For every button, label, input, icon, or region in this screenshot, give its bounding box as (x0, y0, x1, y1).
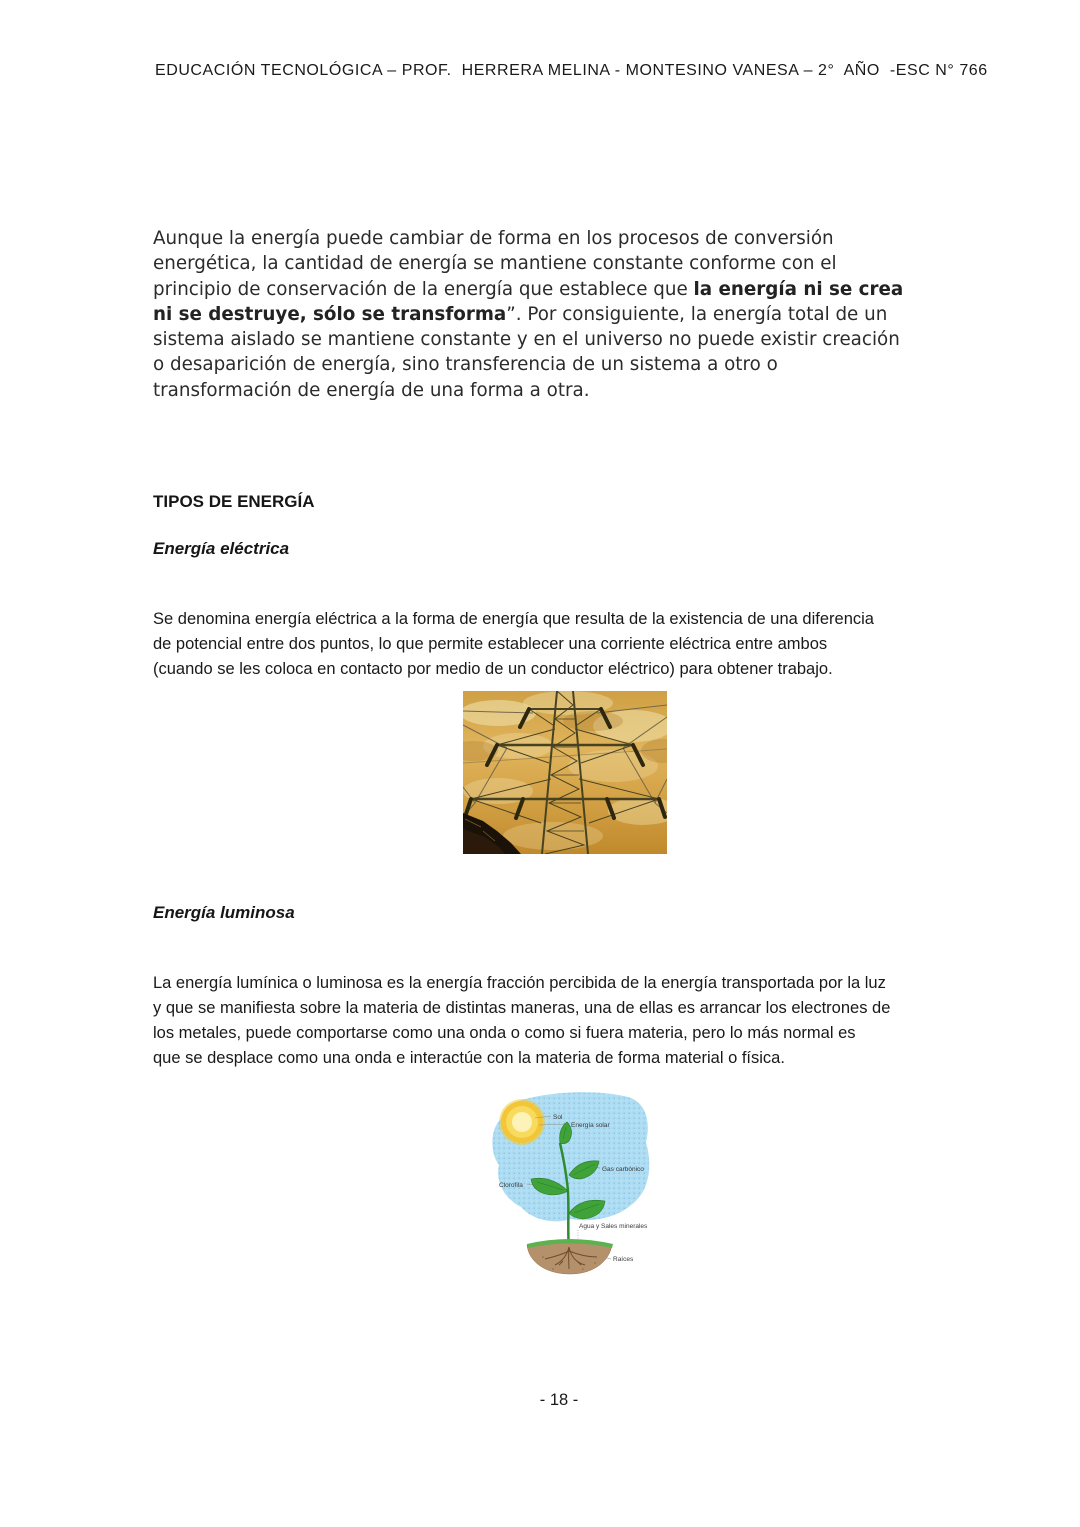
heading-energia-luminosa: Energía luminosa (153, 903, 295, 922)
section-title-tipos-de-energia: TIPOS DE ENERGÍA (153, 492, 315, 511)
electric-paragraph (153, 607, 874, 682)
carbon-gas-label: Gas carbónico (602, 1166, 644, 1173)
electricity-pylon-photo (463, 691, 667, 854)
soil-icon (527, 1239, 613, 1274)
roots-label: Raíces (613, 1256, 634, 1263)
text-line: transformación de energía de una forma a otra. (153, 379, 590, 401)
solar-energy-label: Energía solar (571, 1122, 610, 1129)
water-minerals-label: Agua y Sales minerales (579, 1223, 648, 1230)
intro-paragraph (153, 226, 993, 403)
photosynthesis-illustration (483, 1087, 655, 1285)
luminous-paragraph (153, 971, 890, 1071)
sun-label: Sol (553, 1114, 563, 1121)
text-line: La energía lumínica o luminosa es la energía fracción percibida de la energía transportada por la luz (153, 974, 886, 992)
text-line: que se desplace como una onda e interactúe con la materia de forma material o física. (153, 1049, 785, 1067)
page-number: - 18 - (539, 1391, 579, 1409)
pylon-photo-illustration (463, 691, 667, 854)
page-header: EDUCACIÓN TECNOLÓGICA – PROF. HERRERA MELINA - MONTESINO VANESA – 2° AÑO -ESC N° 766 (155, 62, 988, 79)
text-line: y que se manifiesta sobre la materia de distintas maneras, una de ellas es arrancar los electrones de (153, 999, 891, 1017)
sun-icon (499, 1099, 545, 1145)
chlorophyll-label: Clorofila (499, 1182, 523, 1189)
text-line: los metales, puede comportarse como una onda o como si fuera materia, pero lo más normal es (153, 1024, 856, 1042)
text-line: ni se destruye, sólo se transforma”. Por consiguiente, la energía total de un (153, 303, 888, 325)
text-line: Aunque la energía puede cambiar de forma en los procesos de conversión (153, 228, 834, 249)
text-line: (cuando se les coloca en contacto por medio de un conductor eléctrico) para obtener trabajo. (153, 660, 833, 678)
text-line: principio de conservación de la energía que establece que la energía ni se crea (153, 278, 904, 300)
text-line: sistema aislado se mantiene constante y en el universo no puede existir creación (153, 329, 900, 351)
photosynthesis-diagram (483, 1087, 655, 1285)
text-line: energética, la cantidad de energía se mantiene constante conforme con el (153, 253, 837, 275)
text-line: o desaparición de energía, sino transferencia de un sistema a otro o (153, 354, 778, 376)
heading-energia-electrica: Energía eléctrica (153, 539, 290, 558)
text-line: de potencial entre dos puntos, lo que permite establecer una corriente eléctrica entre ambos (153, 635, 828, 653)
text-line: Se denomina energía eléctrica a la forma de energía que resulta de la existencia de una diferencia (153, 610, 874, 628)
